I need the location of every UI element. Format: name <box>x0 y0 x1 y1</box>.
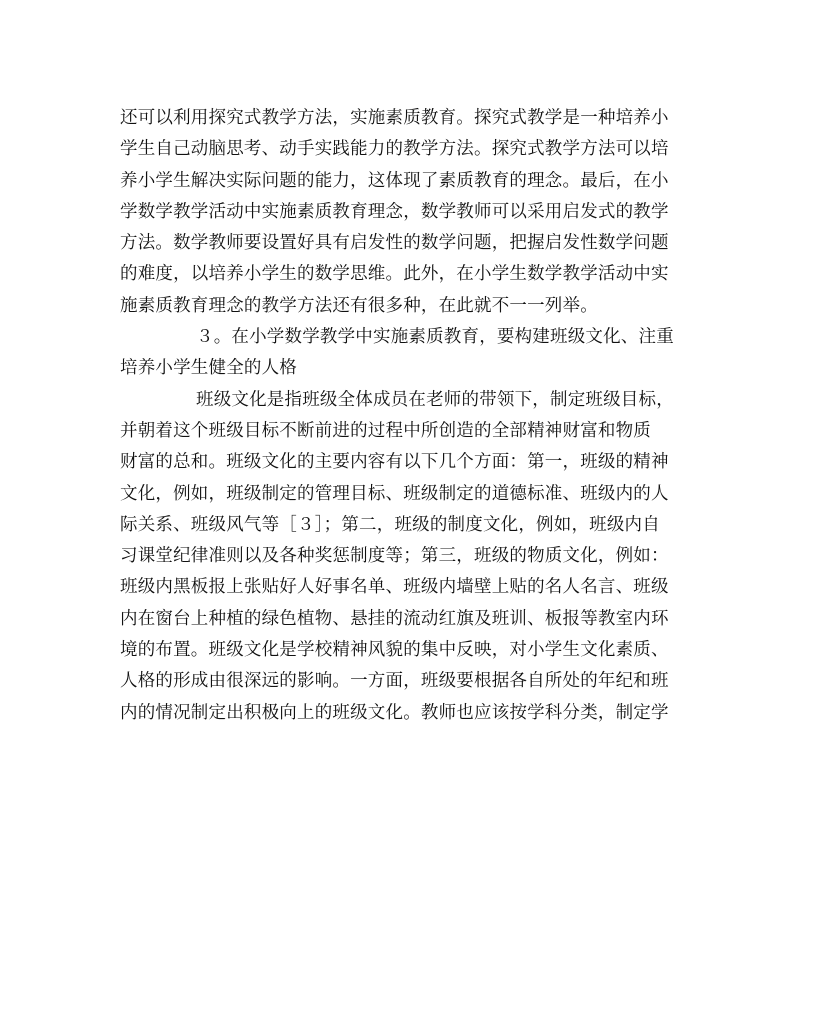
text-line: 文化，例如，班级制定的管理目标、班级制定的道德标准、班级内的人 <box>120 483 669 504</box>
text-line: 内的情况制定出积极向上的班级文化。教师也应该按学科分类，制定学 <box>120 702 669 723</box>
text-line: 养小学生解决实际问题的能力，这体现了素质教育的理念。最后，在小 <box>120 170 669 191</box>
text-line: 并朝着这个班级目标不断前进的过程中所创造的全部精神财富和物质 <box>120 420 651 441</box>
text-line: 的难度，以培养小学生的数学思维。此外，在小学生数学教学活动中实 <box>120 264 669 285</box>
paragraph-first-line: 班级文化是指班级全体成员在老师的带领下，制定班级目标， <box>196 389 674 410</box>
text-line: 境的布置。班级文化是学校精神风貌的集中反映，对小学生文化素质、 <box>120 640 669 661</box>
text-line: 财富的总和。班级文化的主要内容有以下几个方面：第一，班级的精神 <box>120 452 669 473</box>
text-line: 学生自己动脑思考、动手实践能力的教学方法。探究式教学方法可以培 <box>120 139 669 160</box>
text-line: 班级内黑板报上张贴好人好事名单、班级内墙壁上贴的名人名言、班级 <box>120 577 669 598</box>
document-body <box>120 103 700 729</box>
section-heading-line: ３。在小学数学教学中实施素质教育，要构建班级文化、注重 <box>196 327 674 348</box>
text-line: 习课堂纪律准则以及各种奖惩制度等；第三，班级的物质文化，例如： <box>120 546 669 567</box>
text-line: 方法。数学教师要设置好具有启发性的数学问题，把握启发性数学问题 <box>120 233 669 254</box>
text-line: 学数学教学活动中实施素质教育理念，数学教师可以采用启发式的教学 <box>120 201 669 222</box>
text-line: 际关系、班级风气等［３］；第二，班级的制度文化，例如，班级内自 <box>120 514 660 535</box>
text-line: 内在窗台上种植的绿色植物、悬挂的流动红旗及班训、板报等教室内环 <box>120 608 669 629</box>
text-line: 人格的形成由很深远的影响。一方面，班级要根据各自所处的年纪和班 <box>120 671 669 692</box>
text-line: 还可以利用探究式教学方法，实施素质教育。探究式教学是一种培养小 <box>120 108 669 128</box>
text-line: 施素质教育理念的教学方法还有很多种，在此就不一一列举。 <box>120 295 598 316</box>
section-heading-line: 培养小学生健全的人格 <box>120 358 297 379</box>
